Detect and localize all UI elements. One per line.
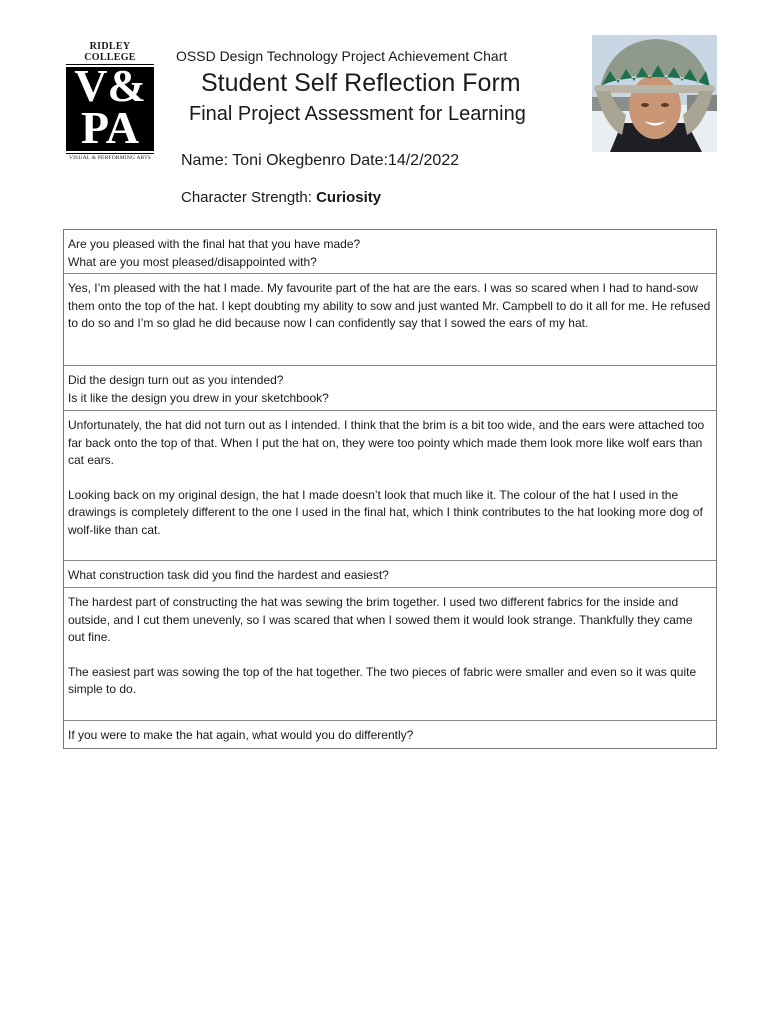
school-logo [66,41,154,161]
question-1 [64,230,716,274]
answer-2-paragraph-1: Unfortunately, the hat did not turn out as I intended. I think that the brim is a bit too wide, and the ears were attached too far back onto the top of that. When I put the hat on, they were too pointy which made them look more like wolf ears than cat ears. [68,418,705,467]
form-subtitle: Final Project Assessment for Learning [189,103,526,125]
answer-3-paragraph-2: The easiest part was sowing the top of the hat together. The two pieces of fabric were smaller and even so it was quite simple to do. [68,664,697,696]
logo-mark [66,67,154,151]
question-3-line-1: What construction task did you find the hardest and easiest? [68,568,389,582]
question-2-line-2: Is it like the design you drew in your sketchbook? [68,390,329,405]
form-title: Student Self Reflection Form [201,69,521,97]
character-strength-label: Character Strength: [181,189,317,206]
character-strength-value: Curiosity [316,189,382,206]
question-1-line-2: What are you most pleased/disappointed with? [68,254,317,269]
course-heading: OSSD Design Technology Project Achievement Chart [176,48,508,64]
character-strength [181,189,381,206]
logo-bottom-text: VISUAL & PERFORMING ARTS [66,153,154,162]
logo-top-text: RIDLEY COLLEGE [66,41,154,65]
answer-1-paragraph-1: Yes, I’m pleased with the hat I made. My favourite part of the hat are the ears. I was so scared when I had to hand-sow them onto the top of the hat. I kept doubting my ability to sow and just wanted Mr. Campbell to do it all for me. He refused to do so and I’m so glad he did because now I can confidently say that I sowed the ears of my hat. [68,281,711,330]
logo-mark-line1: V& [74,67,146,111]
answer-3-paragraph-1: The hardest part of constructing the hat was sewing the brim together. I used two different fabrics for the inside and outside, and I cut them unevenly, so I was scared that when I sowed them it would look strange. Thankfully they came out fine. [68,595,693,644]
answer-3 [64,588,716,721]
question-3 [64,561,716,588]
logo-mark-line2: PA [81,102,139,151]
question-2 [64,366,716,411]
student-name-date: Name: Toni Okegbenro Date:14/2/2022 [181,152,460,169]
answer-1 [64,274,716,366]
question-1-line-1: Are you pleased with the final hat that you have made? [68,237,361,251]
answer-2-paragraph-2: Looking back on my original design, the hat I made doesn’t look that much like it. The colour of the hat I used in the drawings is completely different to the one I used in the final hat, which I think contributes to the hat looking more dog of wolf-like than cat. [68,487,703,537]
student-photo [592,35,717,152]
question-4-line-1: If you were to make the hat again, what would you do differently? [68,728,414,742]
question-2-line-1: Did the design turn out as you intended? [68,373,284,387]
answer-2 [64,411,716,561]
question-4 [64,721,716,748]
reflection-form [63,229,717,749]
student-photo-image [592,35,717,152]
